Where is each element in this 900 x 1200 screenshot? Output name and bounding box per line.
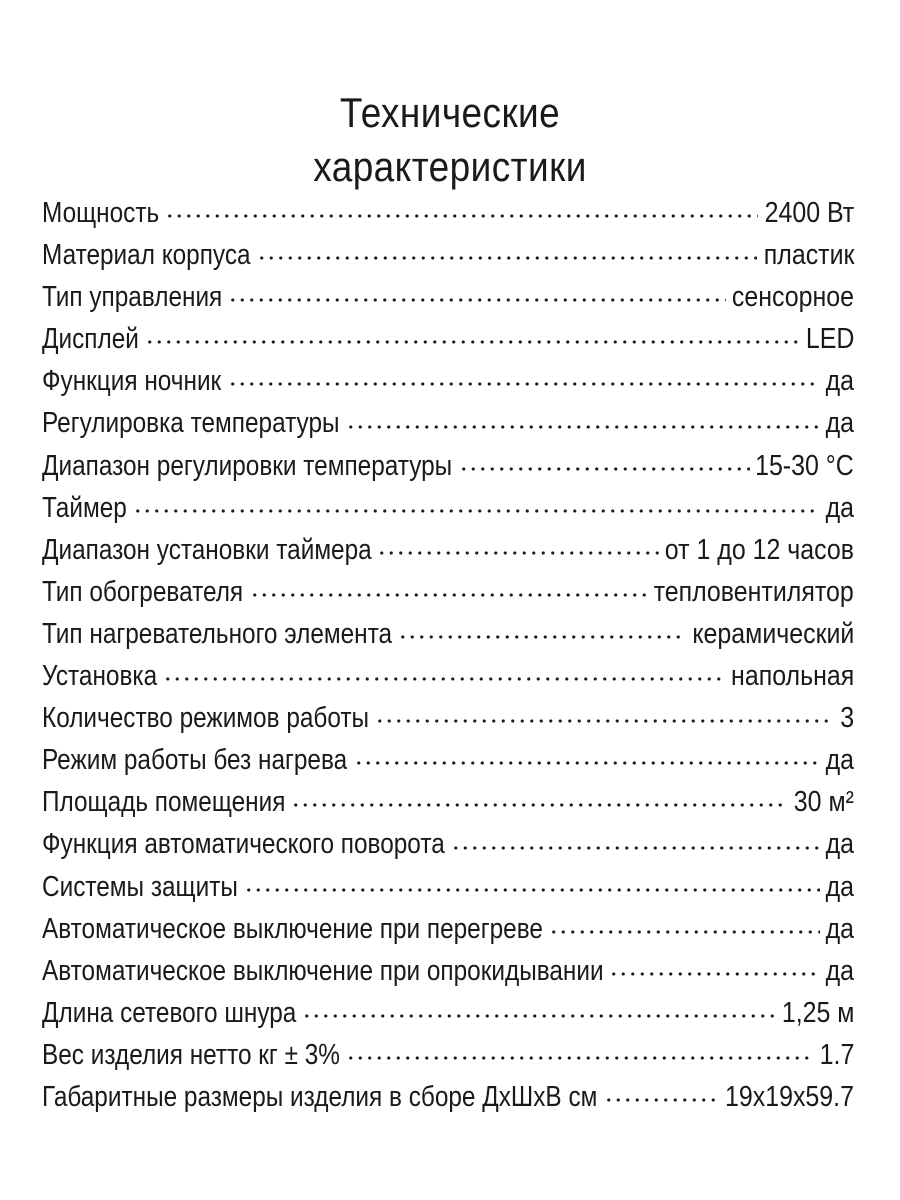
dot-leader <box>398 632 686 642</box>
dot-leader <box>163 674 724 684</box>
dot-leader <box>451 843 819 853</box>
spec-row <box>42 360 854 402</box>
spec-value: керамический <box>692 617 854 650</box>
dot-leader <box>165 211 758 221</box>
spec-row <box>42 1034 854 1076</box>
spec-row <box>42 402 854 444</box>
spec-value: да <box>825 828 854 861</box>
spec-label: Мощность <box>42 197 160 229</box>
spec-row <box>42 571 854 613</box>
spec-row <box>42 739 854 781</box>
spec-value: 15-30 °C <box>755 449 854 482</box>
dot-leader <box>609 969 819 979</box>
dot-leader <box>257 253 757 263</box>
spec-row <box>42 529 854 571</box>
spec-value: да <box>825 491 854 524</box>
spec-label: Автоматическое выключение при перегреве <box>42 912 543 945</box>
spec-row <box>42 487 854 529</box>
dot-leader <box>228 379 820 389</box>
dot-leader <box>346 1053 813 1063</box>
dot-leader <box>459 464 750 474</box>
spec-row <box>42 781 854 823</box>
page-title-line-2: характеристики <box>313 143 587 191</box>
dot-leader <box>375 716 834 726</box>
spec-value: 1,25 м <box>781 996 854 1029</box>
spec-row <box>42 823 854 865</box>
spec-row <box>42 655 854 697</box>
spec-label: Габаритные размеры изделия в сборе ДхШхВ см <box>42 1080 598 1113</box>
spec-value: 30 м² <box>793 786 854 819</box>
dot-leader <box>346 422 820 432</box>
dot-leader <box>145 337 799 347</box>
spec-value: 1.7 <box>819 1038 854 1071</box>
spec-row <box>42 276 854 318</box>
spec-label: Режим работы без нагрева <box>42 744 348 777</box>
spec-row <box>42 613 854 655</box>
spec-label: Материал корпуса <box>42 239 251 272</box>
spec-label: Системы защиты <box>42 870 238 903</box>
spec-value: да <box>825 365 854 398</box>
dot-leader <box>228 295 726 305</box>
spec-label: Тип нагревательного элемента <box>42 617 393 650</box>
dot-leader <box>133 506 820 516</box>
dot-leader <box>354 758 820 768</box>
spec-row <box>42 950 854 992</box>
spec-label: Количество режимов работы <box>42 702 370 735</box>
spec-row <box>42 866 854 908</box>
spec-value: да <box>825 954 854 987</box>
spec-value: пластик <box>763 239 854 272</box>
spec-label: Регулировка температуры <box>42 407 340 440</box>
spec-value: 2400 Вт <box>764 197 854 229</box>
dot-leader <box>549 927 819 937</box>
spec-label: Дисплей <box>42 323 139 356</box>
spec-label: Функция автоматического поворота <box>42 828 445 861</box>
spec-label: Тип управления <box>42 281 223 314</box>
spec-label: Функция ночник <box>42 365 222 398</box>
spec-label: Вес изделия нетто кг ± 3% <box>42 1038 340 1071</box>
spec-value: 3 <box>840 702 854 735</box>
spec-row <box>42 992 854 1034</box>
spec-label: Таймер <box>42 491 127 524</box>
spec-list <box>42 192 854 1118</box>
spec-value: сенсорное <box>731 281 854 314</box>
spec-value: LED <box>805 323 854 356</box>
spec-value: тепловентилятор <box>653 575 854 608</box>
spec-row <box>42 697 854 739</box>
spec-row <box>42 445 854 487</box>
dot-leader <box>377 548 658 558</box>
spec-value: да <box>825 870 854 903</box>
spec-label: Тип обогревателя <box>42 575 244 608</box>
spec-label: Установка <box>42 660 158 693</box>
spec-value: да <box>825 744 854 777</box>
spec-label: Диапазон установки таймера <box>42 533 372 566</box>
spec-label: Диапазон регулировки температуры <box>42 449 453 482</box>
spec-row <box>42 318 854 360</box>
spec-row <box>42 234 854 276</box>
page-title <box>54 86 846 194</box>
page-title-line-1: Технические <box>339 89 561 137</box>
dot-leader <box>302 1011 775 1021</box>
spec-value: 19x19x59.7 <box>725 1080 854 1113</box>
dot-leader <box>604 1095 720 1105</box>
spec-value: да <box>825 407 854 440</box>
spec-row <box>42 192 854 234</box>
dot-leader <box>244 885 819 895</box>
spec-row <box>42 1076 854 1118</box>
spec-label: Автоматическое выключение при опрокидывании <box>42 954 604 987</box>
spec-value: напольная <box>730 660 854 693</box>
dot-leader <box>291 800 788 810</box>
spec-label: Площадь помещения <box>42 786 286 819</box>
spec-label: Длина сетевого шнура <box>42 996 297 1029</box>
spec-value: от 1 до 12 часов <box>664 533 854 566</box>
spec-row <box>42 908 854 950</box>
spec-value: да <box>825 912 854 945</box>
dot-leader <box>250 590 649 600</box>
